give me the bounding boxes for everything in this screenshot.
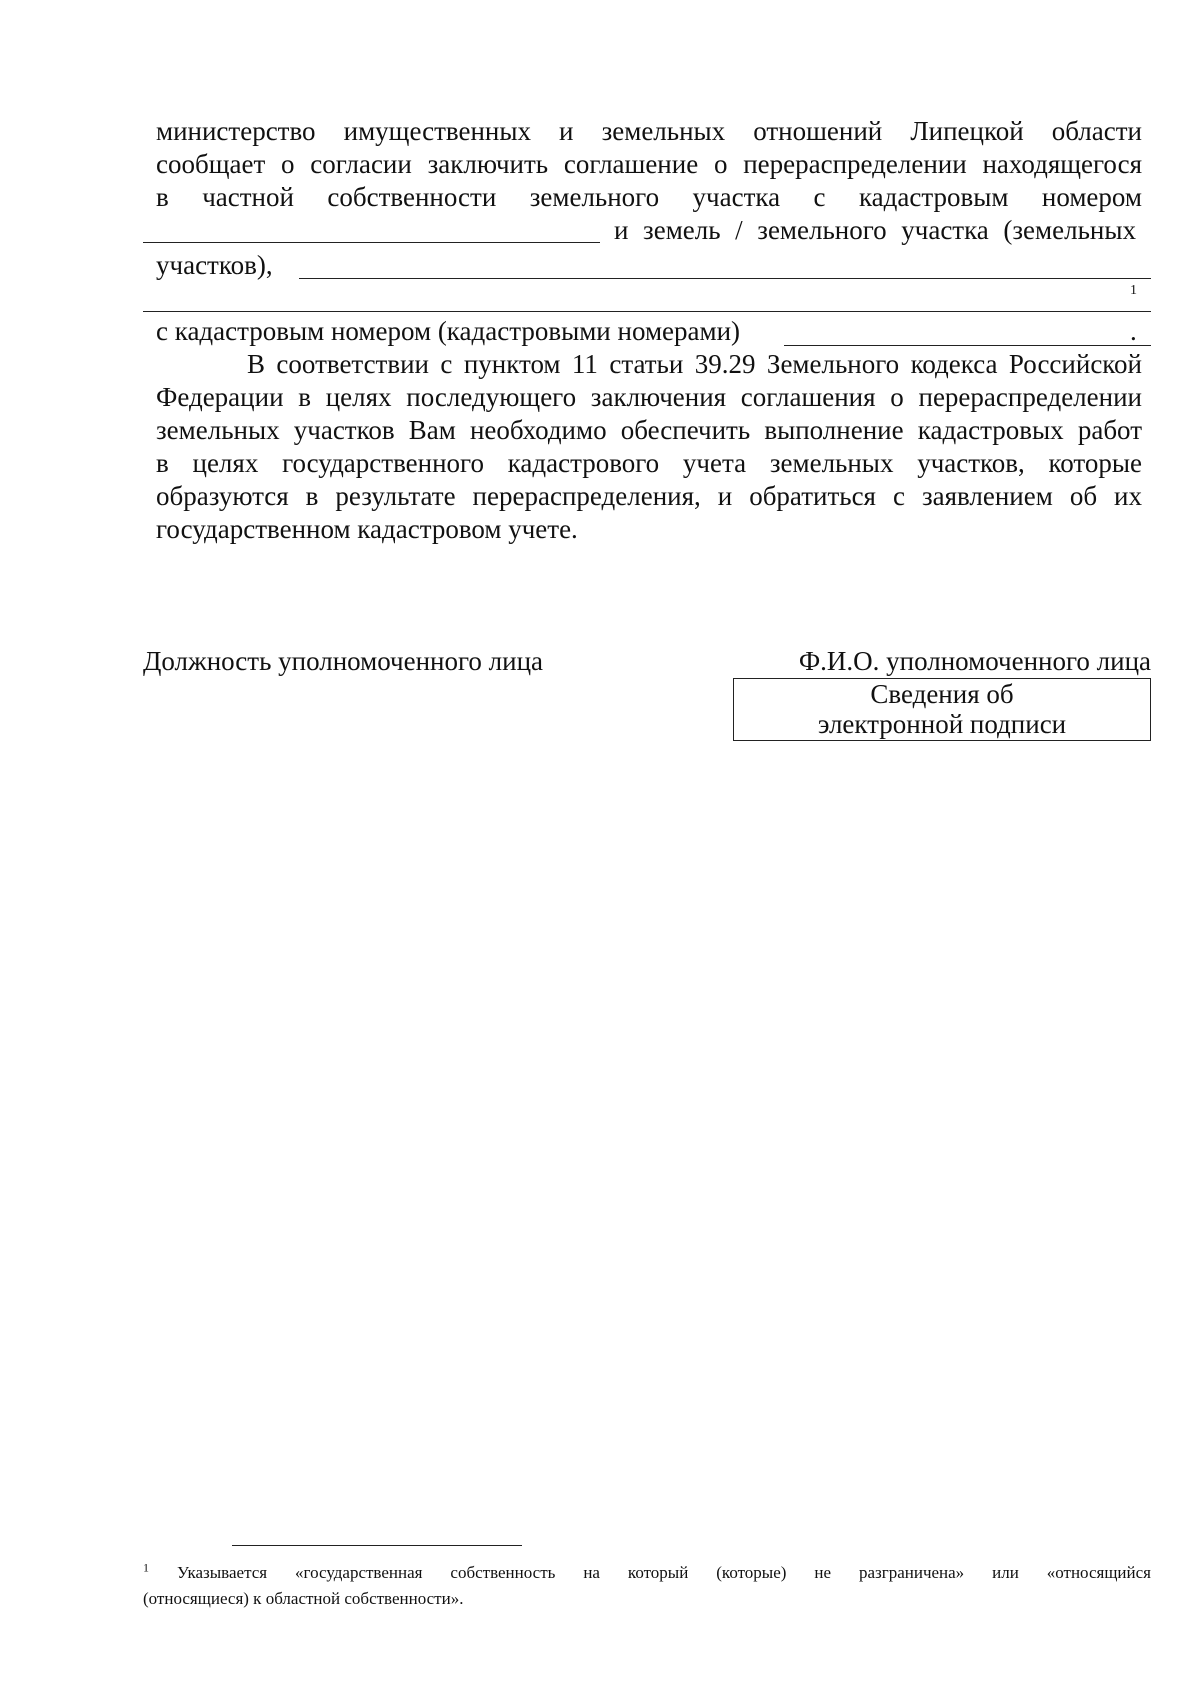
footnote-reference-rule (143, 311, 1151, 312)
para2-line-5: образуются в результате перераспределения, и обратиться с заявлением об их (156, 481, 1142, 511)
position-label: Должность уполномоченного лица (143, 646, 544, 676)
footnote-line-1 (143, 1560, 1151, 1586)
para2-line-6: государственном кадастровом учете. (156, 514, 578, 544)
letter-line-2: сообщает о согласии заключить соглашение о перераспределении находящегося (156, 149, 1142, 179)
letter-line-5: участков), (156, 250, 273, 280)
electronic-signature-box (733, 678, 1151, 741)
para2-line-1: В соответствии с пунктом 11 статьи 39.29 Земельного кодекса Российской (247, 349, 1142, 379)
letter-line-4: и земель / земельного участка (земельных (614, 215, 1136, 245)
cadastral-numbers-blank (784, 345, 1151, 346)
name-label: Ф.И.О. уполномоченного лица (798, 646, 1151, 676)
para2-line-3: земельных участков Вам необходимо обеспечить выполнение кадастровых работ (156, 415, 1142, 445)
footnote-reference: 1 (1130, 283, 1137, 298)
esign-line-2: электронной подписи (817, 709, 1067, 739)
footnote-line-2: (относящиеся) к областной собственности». (143, 1589, 464, 1608)
para2-line-4: в целях государственного кадастрового учета земельных участков, которые (156, 448, 1142, 478)
esign-line-1: Сведения об (870, 679, 1014, 709)
letter-line-3: в частной собственности земельного участка с кадастровым номером (156, 182, 1142, 212)
letter-line-6: с кадастровым номером (кадастровыми номерами) (156, 316, 741, 346)
letter-line-6-end: . (1130, 316, 1137, 346)
footnote-separator (232, 1545, 522, 1546)
footnote-text-1: Указывается «государственная собственность на который (которые) не разграничена» или «относящийся (176, 1563, 1151, 1582)
cadastral-number-blank (143, 242, 600, 243)
footnote (143, 1560, 1151, 1612)
para2-line-2: Федерации в целях последующего заключения соглашения о перераспределении (156, 382, 1142, 412)
footnote-marker: 1 (143, 1560, 149, 1575)
lands-description-blank (299, 278, 1151, 279)
letter-line-1: министерство имущественных и земельных отношений Липецкой области (156, 116, 1142, 146)
